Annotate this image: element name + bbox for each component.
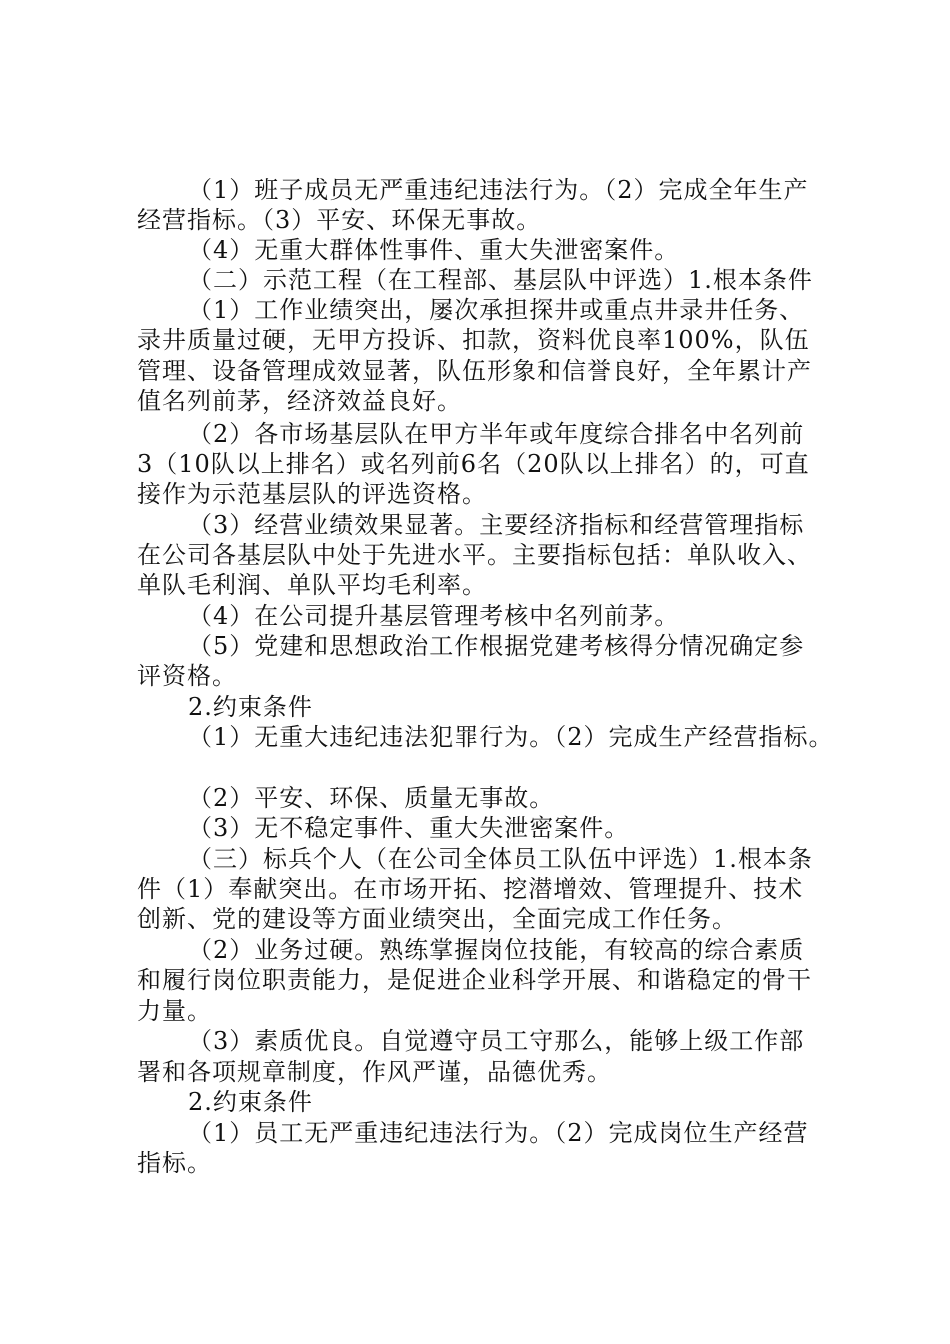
text-line: 管理、设备管理成效显著，队伍形象和信誉良好，全年累计产 [137,357,812,385]
text-line: （3）素质优良。自觉遵守员工守那么，能够上级工作部 [188,1027,805,1055]
text-line: 件（1）奉献突出。在市场开拓、挖潜增效、管理提升、技术 [137,875,804,903]
text-line: 力量。 [137,997,212,1025]
text-line: （1）无重大违纪违法犯罪行为。（2）完成生产经营指标。 [188,723,834,751]
text-line: 接作为示范基层队的评选资格。 [137,480,487,508]
text-line: （3）无不稳定事件、重大失泄密案件。 [188,814,630,842]
text-line: （2）平安、环保、质量无事故。 [188,784,555,812]
section-heading-line: （三）标兵个人（在公司全体员工队伍中评选）1.根本条 [188,845,813,873]
text-line: （4）在公司提升基层管理考核中名列前茅。 [188,602,680,630]
text-line: （1）员工无严重违纪违法行为。（2）完成岗位生产经营 [188,1119,809,1147]
text-line: 值名列前茅，经济效益良好。 [137,387,462,415]
text-line: 单队毛利润、单队平均毛利率。 [137,571,487,599]
text-line: 指标。 [137,1149,212,1177]
text-line: 录井质量过硬，无甲方投诉、扣款，资料优良率100%，队伍 [137,326,810,354]
text-line: 和履行岗位职责能力，是促进企业科学开展、和谐稳定的骨干 [137,966,812,994]
subheading-line: 2.约束条件 [188,1088,313,1116]
text-line: （3）经营业绩效果显著。主要经济指标和经营管理指标 [188,511,805,539]
text-line: 创新、党的建设等方面业绩突出，全面完成工作任务。 [137,905,737,933]
text-line: （1）班子成员无严重违纪违法行为。（2）完成全年生产 [188,176,809,204]
subheading-line: 2.约束条件 [188,693,313,721]
text-line: 评资格。 [137,662,237,690]
text-line: （1）工作业绩突出，屡次承担探井或重点井录井任务、 [188,296,805,324]
text-line: （2）各市场基层队在甲方半年或年度综合排名中名列前 [188,420,805,448]
text-line: 署和各项规章制度，作风严谨，品德优秀。 [137,1058,612,1086]
text-line: （4）无重大群体性事件、重大失泄密案件。 [188,236,680,264]
text-line: 在公司各基层队中处于先进水平。主要指标包括：单队收入、 [137,541,812,569]
text-line: 3（10队以上排名）或名列前6名（20队以上排名）的，可直 [137,450,810,478]
text-line: 经营指标。（3）平安、环保无事故。 [137,206,542,234]
text-line: （5）党建和思想政治工作根据党建考核得分情况确定参 [188,632,805,660]
section-heading-line: （二）示范工程（在工程部、基层队中评选）1.根本条件 [188,266,813,294]
text-line: （2）业务过硬。熟练掌握岗位技能，有较高的综合素质 [188,936,805,964]
